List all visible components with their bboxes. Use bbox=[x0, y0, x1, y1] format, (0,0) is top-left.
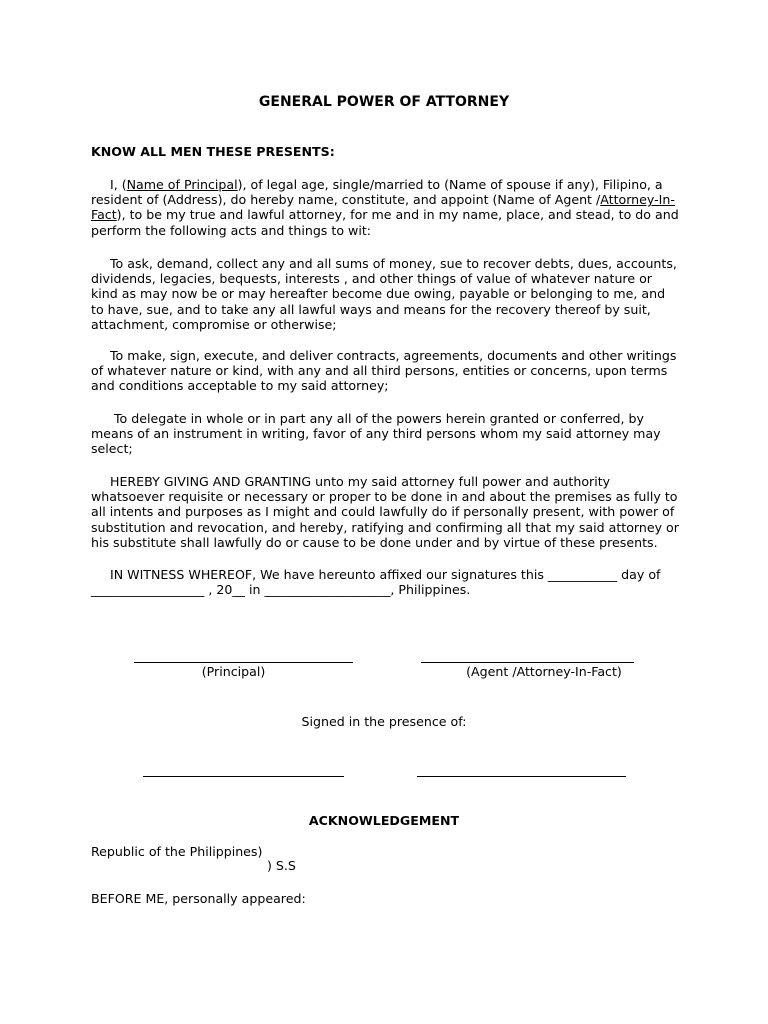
signed-in-presence-label: Signed in the presence of: bbox=[301, 714, 467, 729]
power-delegate-paragraph: To delegate in whole or in part any all of the powers herein granted or conferred, by means of an instrument in writing, favor of any third persons whom my said attorney may select; bbox=[91, 411, 661, 457]
opening-paragraph bbox=[91, 177, 681, 238]
agent-signature-line bbox=[421, 662, 634, 663]
principal-name-placeholder: Name of Principal bbox=[126, 177, 238, 192]
witness-line-1: IN WITNESS WHEREOF, We have hereunto affixed our signatures this ___________ day of bbox=[110, 567, 661, 582]
opening-text-2: ), of legal age, single/married to (Name of spouse if any), Filipino, a resident of (Address), do hereby name, constitute, and appoint (Name of Agent / bbox=[91, 177, 663, 208]
witness-line-2: __________________ , 20__ in ____________________, Philippines. bbox=[91, 582, 471, 597]
intro-heading: KNOW ALL MEN THESE PRESENTS: bbox=[91, 144, 335, 159]
opening-text-1: I, ( bbox=[110, 177, 127, 192]
ss-line: ) S.S bbox=[267, 858, 296, 873]
attorney-in-fact-placeholder: Attorney-In-Fact bbox=[91, 192, 675, 223]
power-collect-paragraph: To ask, demand, collect any and all sums of money, sue to recover debts, dues, accounts, dividends, legacies, bequests, interests , and other things of value of whatever nature or kind as may now be or may hereafter become due owing, payable or belonging to me, and to have, sue, and to take any all lawful ways and means for the recovery thereof by suit, attachment, compromise or otherwise; bbox=[91, 256, 677, 332]
opening-text-3: ), to be my true and lawful attorney, for me and in my name, place, and stead, to do and perform the following acts and things to wit: bbox=[91, 207, 679, 238]
principal-label: (Principal) bbox=[201, 664, 266, 679]
hereby-paragraph: HEREBY GIVING AND GRANTING unto my said attorney full power and authority whatsoever requisite or necessary or proper to be done in and about the premises as fully to all intents and purposes as I might and could lawfully do if personally present, with power of substitution and revocation, and hereby, ratifying and confirming all that my said attorney or his substitute shall lawfully do or cause to be done under and by virtue of these presents. bbox=[91, 474, 679, 550]
witness-1-signature-line bbox=[143, 776, 344, 777]
before-me-line: BEFORE ME, personally appeared: bbox=[91, 891, 306, 906]
republic-line: Republic of the Philippines) bbox=[91, 844, 263, 859]
power-contracts-paragraph: To make, sign, execute, and deliver contracts, agreements, documents and other writings of whatever nature or kind, with any and all third persons, entities or concerns, upon terms and conditions acceptable to my said attorney; bbox=[91, 348, 677, 394]
principal-signature-line bbox=[134, 662, 353, 663]
witness-2-signature-line bbox=[417, 776, 626, 777]
document-title: GENERAL POWER OF ATTORNEY bbox=[258, 94, 510, 110]
agent-label: (Agent /Attorney-In-Fact) bbox=[466, 664, 622, 679]
acknowledgement-heading: ACKNOWLEDGEMENT bbox=[308, 813, 460, 828]
